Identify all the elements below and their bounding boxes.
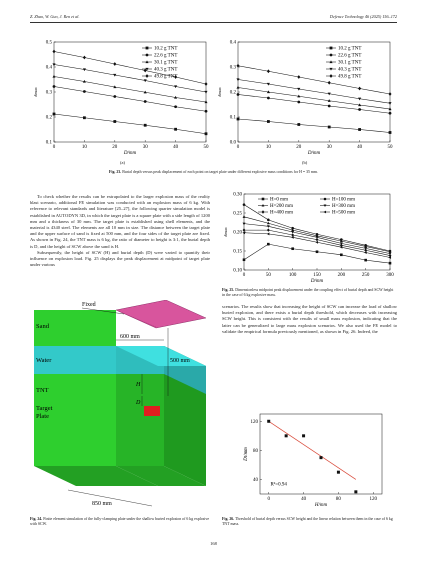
x-axis-label: D/mm: [310, 279, 324, 284]
fig25-caption: [222, 288, 397, 298]
label-600mm: 600 mm: [120, 334, 140, 340]
y-tick-label: 80: [253, 448, 258, 454]
data-point: [52, 75, 55, 78]
r-squared-annotation: R²=0.94: [270, 482, 287, 488]
data-point: [389, 131, 392, 134]
x-tick-label: 50: [387, 145, 393, 150]
data-point: [389, 262, 392, 265]
data-point: [328, 105, 331, 108]
data-point: [328, 81, 331, 85]
x-tick-label: 0: [267, 497, 270, 502]
x-axis-label: D/mm: [307, 151, 321, 156]
model-block: [34, 300, 206, 506]
legend-marker: [262, 210, 265, 213]
paragraph-1: To check whether the results can be extrapolated to the larger explosion mass of the reality blast scenario, additional FE simulation was conducted with an explosion mass of 6 kg. With reference to relevant standards and literature [25–27], the following quarter simulation model is established in AUTODYN 3D, in which the target plate is a square plate with a side length of 1200 mm and a thickness of 30 mm. The target plate is established using shell elements, and the material is 4340 steel. The elements are all 10 mm in size. The distance between the target plate and the upper surface of sand is fixed at 500 mm, and the four sides of the target plate are fixed. As shown in Fig. 24, the TNT mass is 6 kg, the ratio of diameter to height is 3:1, the burial depth is D, and the height of SCW above the sand is H.: [30, 194, 210, 249]
legend-label: 10.2 g TNT: [154, 46, 178, 52]
legend-marker: [262, 198, 265, 201]
legend-label: 40.3 g TNT: [338, 67, 362, 73]
x-tick-label: 10: [81, 145, 87, 150]
data-point: [354, 490, 357, 493]
legend-marker: [329, 60, 332, 63]
data-point: [340, 254, 343, 257]
data-point: [389, 112, 392, 115]
y-tick-label: 0.2: [229, 90, 236, 96]
y-axis-label: Dt/mm: [244, 447, 249, 461]
data-point: [267, 97, 270, 100]
x-tick-label: 100: [288, 273, 297, 278]
series-line: [238, 88, 390, 110]
x-tick-label: 0: [52, 145, 56, 150]
series-line: [54, 65, 206, 93]
legend-marker: [329, 74, 332, 78]
x-tick-label: 10: [265, 145, 271, 150]
paragraph-3: scenarios. The results show that increasing the height of SCW can increase the load of shallow buried explosion, and there exists a burial depth threshold, which decreases with increasing SCW height. This is consistent with the results of small mass explosion, indicating that the latter can be generalized to large mass explosion scenarios. We also used the FE model to validate the empirical formula previously mentioned, as shown in Fig. 26. Indeed, the: [222, 304, 397, 334]
plot-frame: [238, 42, 390, 142]
data-point: [364, 259, 367, 262]
y-tick-label: 0.10: [233, 268, 242, 274]
data-point: [52, 50, 55, 54]
x-tick-label: 20: [296, 145, 302, 150]
fig26-caption-label: Fig. 26.: [222, 517, 235, 521]
legend-marker: [329, 68, 332, 71]
legend-marker: [145, 74, 148, 78]
y-axis-label: δmax: [217, 87, 222, 97]
plot-frame: [54, 42, 206, 142]
data-point: [204, 82, 207, 86]
data-point: [243, 228, 246, 231]
data-point: [236, 86, 239, 89]
header-rule: [30, 22, 397, 23]
y-tick-label: 0.1: [45, 140, 52, 146]
x-tick-label: 0: [242, 273, 246, 278]
fig24-caption-label: Fig. 24.: [30, 517, 43, 521]
legend-label: H=400 mm: [270, 210, 293, 216]
legend-label: H=500 mm: [332, 210, 355, 216]
y-tick-label: 0.0: [229, 140, 236, 146]
data-point: [267, 420, 270, 423]
data-point: [388, 92, 391, 96]
fig23-caption: [30, 170, 397, 175]
data-point: [358, 128, 361, 131]
data-point: [297, 123, 300, 126]
data-point: [267, 69, 270, 73]
data-point: [205, 132, 208, 135]
label-500mm: 500 mm: [170, 358, 190, 364]
y-tick-label: 0.20: [233, 230, 242, 236]
series-line: [238, 80, 390, 104]
data-point: [204, 91, 207, 94]
legend-label: H=0 mm: [270, 197, 288, 203]
legend-label: H=100 mm: [332, 197, 355, 203]
series-line: [238, 66, 390, 94]
fig23b-panel-label: (b): [302, 160, 308, 165]
data-point: [243, 203, 246, 206]
legend-label: 10.2 g TNT: [338, 46, 362, 52]
legend-marker: [146, 54, 149, 57]
data-point: [237, 93, 240, 96]
y-tick-label: 0.30: [233, 192, 242, 198]
data-point: [144, 100, 147, 103]
legend-marker: [323, 211, 326, 214]
legend-label: 22.6 g TNT: [154, 53, 178, 59]
y-tick-label: 0.4: [45, 65, 52, 71]
y-tick-label: 0.3: [229, 65, 236, 71]
data-point: [297, 101, 300, 104]
left-column-text: [30, 194, 210, 268]
x-tick-label: 80: [335, 497, 341, 502]
legend-label: H=300 mm: [332, 204, 355, 210]
running-header-journal: Defence Technology 46 (2025) 156–172: [329, 14, 397, 19]
x-tick-label: 20: [112, 145, 118, 150]
y-tick-label: 0.5: [45, 40, 52, 46]
data-point: [315, 241, 318, 244]
series-line: [244, 205, 390, 251]
series-line: [238, 119, 390, 133]
series-line: [54, 114, 206, 134]
legend-label: 49.8 g TNT: [154, 74, 178, 80]
x-axis-label: D/mm: [123, 151, 137, 156]
fig25-chart: [222, 190, 398, 286]
fig25-caption-label: Fig. 25.: [222, 288, 235, 292]
fig24-model-illustration: [30, 300, 210, 508]
right-column-text: [222, 304, 397, 335]
data-point: [205, 110, 208, 113]
x-tick-label: 30: [142, 145, 148, 150]
legend-marker: [146, 47, 149, 50]
data-point: [174, 128, 177, 131]
x-tick-label: 40: [173, 145, 179, 150]
legend-label: 22.6 g TNT: [338, 53, 362, 59]
data-point: [113, 120, 116, 123]
data-point: [243, 215, 246, 218]
data-point: [267, 219, 270, 222]
tnt-charge: [144, 406, 160, 416]
x-tick-label: 40: [357, 145, 363, 150]
page-number: 168: [210, 541, 217, 546]
data-point: [358, 108, 361, 111]
legend-label: 30.1 g TNT: [154, 60, 178, 66]
data-point: [113, 95, 116, 98]
x-tick-label: 120: [369, 497, 378, 502]
x-tick-label: 0: [236, 145, 240, 150]
fig25-caption-text: Dimensionless midpoint peak displacement under the coupling effect of burial depth and SCW height in the case of 6 kg explosive mass.: [222, 288, 394, 297]
fig24-caption: [30, 517, 210, 527]
fig23b-chart: [214, 34, 399, 162]
data-point: [302, 434, 305, 437]
series-line: [54, 74, 206, 103]
label-target-1: Target: [36, 405, 53, 412]
data-point: [267, 120, 270, 123]
x-tick-label: 30: [326, 145, 332, 150]
label-H: H: [136, 382, 141, 388]
y-tick-label: 0.3: [45, 90, 52, 96]
y-tick-label: 0.2: [45, 115, 52, 121]
x-tick-label: 40: [301, 497, 307, 502]
fig26-chart: [240, 410, 388, 514]
data-point: [83, 116, 86, 119]
paragraph-2: Subsequently, the height of SCW (H) and burial depth (D) were varied to quantify their influence on explosion load. Fig. 25 displays the peak displacement at midpoint of target plate under various: [30, 249, 210, 268]
data-point: [144, 124, 147, 127]
label-sand: Sand: [36, 323, 49, 330]
legend-label: 49.8 g TNT: [338, 74, 362, 80]
label-D: D: [136, 400, 141, 406]
y-tick-label: 40: [253, 478, 258, 484]
legend-marker: [324, 198, 327, 201]
y-tick-label: 0.4: [229, 40, 236, 46]
fig23a-chart: [30, 34, 215, 162]
legend-marker: [145, 60, 148, 63]
data-point: [174, 105, 177, 108]
legend-marker: [330, 47, 333, 50]
legend-marker: [330, 54, 333, 57]
fit-line: [269, 421, 356, 479]
data-point: [53, 85, 56, 88]
data-point: [113, 62, 116, 66]
label-target-2: Plate: [36, 413, 49, 420]
data-point: [358, 87, 361, 91]
x-tick-label: 250: [361, 273, 370, 278]
data-point: [316, 250, 319, 253]
y-tick-label: 120: [250, 419, 258, 425]
series-line: [54, 52, 206, 85]
fig24-caption-text: Finite element simulation of the fully-clamping plate under the shallow buried explosion of 6 kg explosive with SCW.: [30, 517, 210, 526]
data-point: [267, 232, 270, 235]
series-line: [238, 95, 390, 114]
label-fixed: Fixed: [82, 302, 96, 308]
running-header-authors: Z. Zhao, W. Guo, J. Ren et al.: [30, 14, 80, 19]
data-point: [243, 258, 246, 261]
x-axis-label: H/mm: [314, 503, 328, 508]
data-point: [242, 231, 245, 234]
data-point: [285, 434, 288, 437]
label-tnt: TNT: [36, 387, 49, 394]
fig23-caption-text: Burial depth versus peak displacement of each point on target plate under different explosive mass conditions for H = 35 mm.: [122, 170, 318, 174]
x-tick-label: 200: [337, 273, 346, 278]
data-point: [237, 118, 240, 121]
legend-label: 30.1 g TNT: [338, 60, 362, 66]
fig23a-panel-label: (a): [120, 160, 125, 165]
fig26-caption: [222, 517, 397, 527]
data-point: [320, 456, 323, 459]
x-tick-label: 150: [313, 273, 321, 278]
y-axis-label: δmax: [223, 227, 228, 237]
y-tick-label: 0.1: [229, 115, 236, 121]
data-point: [53, 113, 56, 116]
y-axis-label: δmax: [33, 87, 38, 97]
label-water: Water: [36, 357, 52, 364]
legend-label: 40.3 g TNT: [154, 67, 178, 73]
data-point: [316, 238, 319, 241]
legend-label: H=200 mm: [270, 204, 293, 210]
data-point: [388, 102, 391, 105]
data-point: [328, 126, 331, 129]
label-850mm: 850 mm: [92, 501, 112, 507]
x-tick-label: 50: [203, 145, 209, 150]
data-point: [291, 247, 294, 250]
y-tick-label: 0.25: [233, 211, 242, 217]
data-point: [83, 90, 86, 93]
x-tick-label: 300: [386, 273, 394, 278]
y-tick-label: 0.15: [233, 249, 242, 255]
x-tick-label: 50: [265, 273, 271, 278]
fig26-caption-text: Threshold of burial depth versus SCW height and the linear relation between them in the case of 6 kg TNT mass.: [222, 517, 393, 526]
data-point: [267, 228, 270, 231]
data-point: [297, 75, 300, 79]
data-point: [83, 56, 86, 60]
data-point: [337, 471, 340, 474]
fig23-caption-label: Fig. 23.: [109, 170, 122, 174]
data-point: [267, 243, 270, 246]
